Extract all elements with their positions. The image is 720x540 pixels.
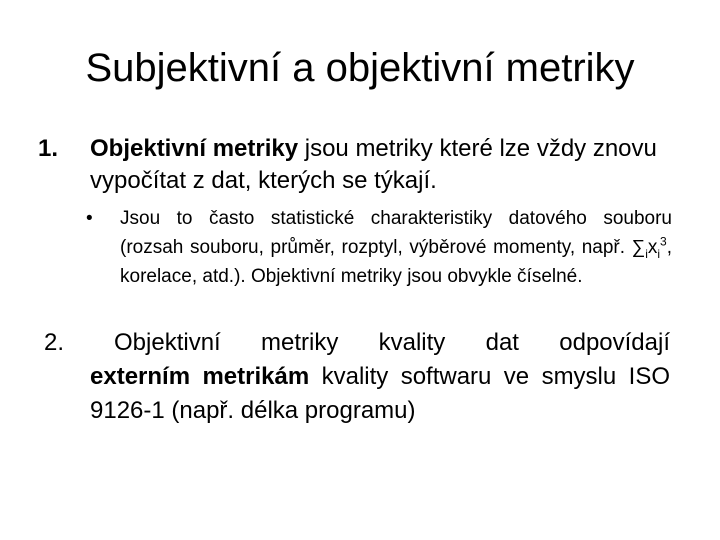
list-item-2-line1: Objektivní metriky kvality dat odpovídají	[114, 329, 670, 356]
list-item-2-bold: externím metrikám	[90, 363, 310, 390]
sub-text-after: , korelace, atd.). Objektivní metriky jsou obvykle číselné.	[120, 237, 672, 287]
sub-text-before: Jsou to často statistické charakteristiky datového souboru (rozsah souboru, průměr, rozptyl, výběrové momenty, např.	[120, 208, 672, 258]
variable-superscript: 3	[660, 234, 667, 249]
list-item-2-text	[90, 326, 670, 428]
formula-variable: x	[647, 237, 658, 258]
list-number-1: 1.	[38, 135, 59, 162]
variable-subscript: i	[657, 246, 661, 261]
sum-subscript: i	[645, 246, 648, 261]
list-item-1-bold: Objektivní metriky	[90, 135, 299, 162]
bullet-icon: •	[86, 208, 93, 229]
list-item-1	[38, 133, 678, 197]
list-item-1-rest: jsou metriky které lze vždy znovu vypočítat z dat, kterých se týkají.	[90, 135, 657, 194]
sum-symbol: ∑	[631, 237, 646, 258]
list-item-1-text	[90, 133, 678, 197]
list-item-2-rest: kvality softwaru ve smyslu ISO 9126-1 (např. délka programu)	[90, 363, 670, 424]
list-number-2: 2.	[44, 329, 65, 356]
slide-title: Subjektivní a objektivní metriky	[85, 46, 635, 90]
sub-bullet-item	[86, 204, 672, 291]
list-item-2	[44, 326, 670, 428]
